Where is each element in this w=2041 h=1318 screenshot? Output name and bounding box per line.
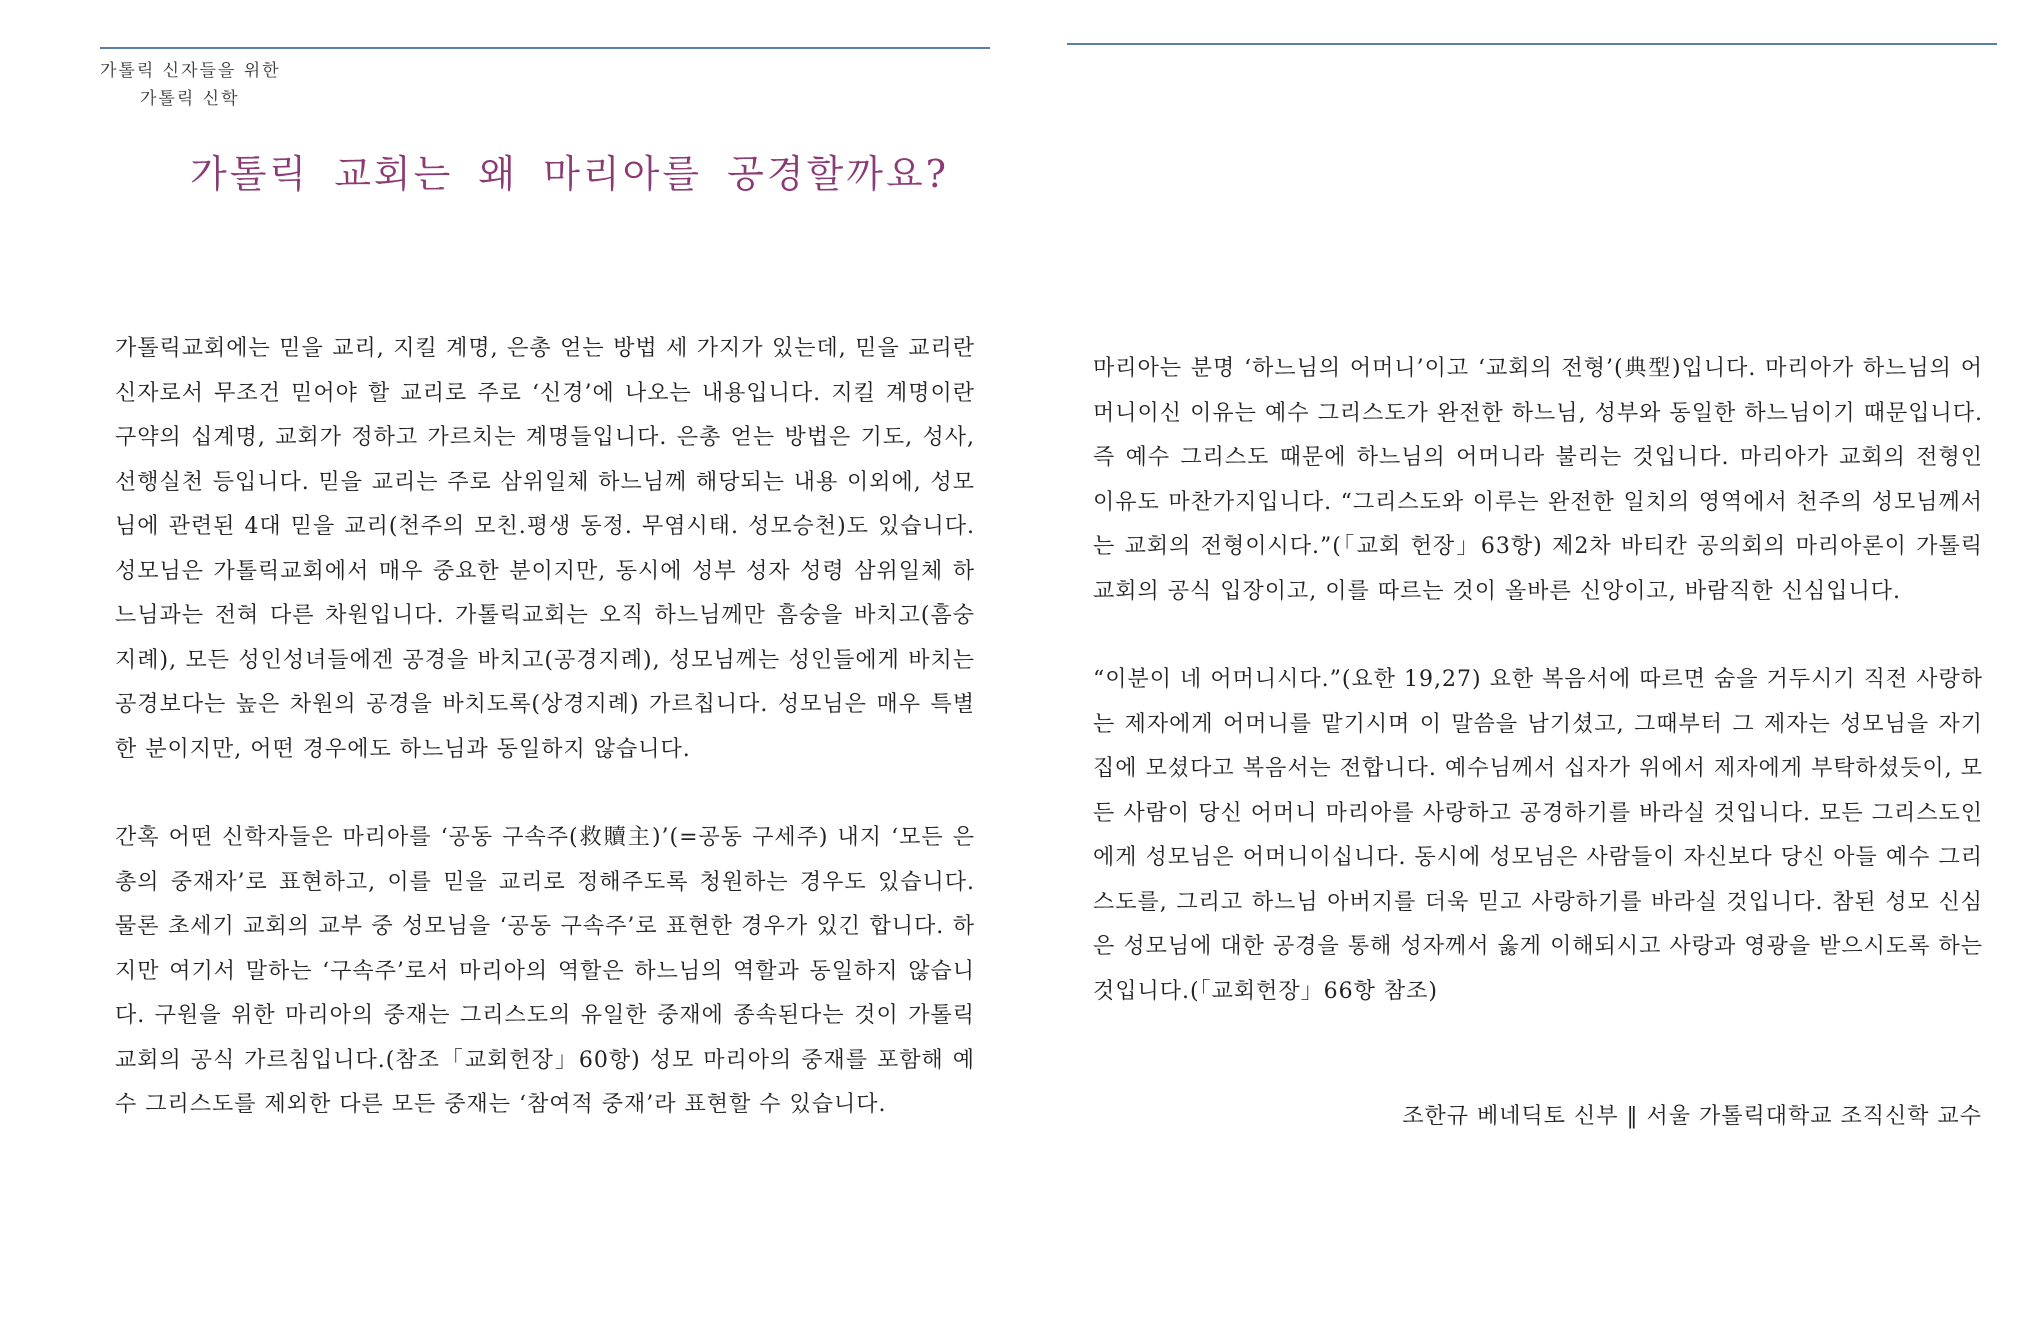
- left-paragraph-1: 가톨릭교회에는 믿을 교리, 지킬 계명, 은총 얻는 방법 세 가지가 있는데, 믿을 교리란 신자로서 무조건 믿어야 할 교리로 주로 ‘신경’에 나오는 내용입니다. 지킬 계명이란 구약의 십계명, 교회가 정하고 가르치는 계명들입니다. 은총 얻는 방법은 기도, 성사, 선행실천 등입니다. 믿을 교리는 주로 삼위일체 하느님께 해당되는 내용 이외에, 성모님에 관련된 4대 믿을 교리(천주의 모친.평생 동정. 무염시태. 성모승천)도 있습니다. 성모님은 가톨릭교회에서 매우 중요한 분이지만, 동시에 성부 성자 성령 삼위일체 하느님과는 전혀 다른 차원입니다. 가톨릭교회는 오직 하느님께만 흠숭을 바치고(흠숭지례), 모든 성인성녀들에겐 공경을 바치고(공경지례), 성모님께는 성인들에게 바치는 공경보다는 높은 차원의 공경을 바치도록(상경지례) 가르칩니다. 성모님은 매우 특별한 분이지만, 어떤 경우에도 하느님과 동일하지 않습니다.: [115, 336, 975, 762]
- left-column: [115, 327, 975, 1128]
- header-rule-right: [1067, 43, 1997, 45]
- series-subtitle: 가톨릭 신자들을 위한: [100, 61, 281, 81]
- paragraph-gap: [1093, 614, 1983, 658]
- left-paragraph-2: 간혹 어떤 신학자들은 마리아를 ‘공동 구속주(救贖主)’(=공동 구세주) 내지 ‘모든 은총의 중재자’로 표현하고, 이를 믿을 교리로 정해주도록 청원하는 경우도 있습니다. 물론 초세기 교회의 교부 중 성모님을 ‘공동 구속주’로 표현한 경우가 있긴 합니다. 하지만 여기서 말하는 ‘구속주’로서 마리아의 역할은 하느님의 역할과 동일하지 않습니다. 구원을 위한 마리아의 중재는 그리스도의 유일한 중재에 종속된다는 것이 가톨릭교회의 공식 가르침입니다.(참조「교회헌장」60항) 성모 마리아의 중재를 포함해 예수 그리스도를 제외한 다른 모든 중재는 ‘참여적 중재’라 표현할 수 있습니다.: [115, 825, 975, 1117]
- header-rule-left: [100, 47, 990, 49]
- right-column: [1093, 347, 1983, 1014]
- series-title: 가톨릭 신학: [140, 89, 240, 109]
- page-title: 가톨릭 교회는 왜 마리아를 공경할까요?: [190, 152, 950, 196]
- right-paragraph-2: “이분이 네 어머니시다.”(요한 19,27) 요한 복음서에 따르면 숨을 거두시기 직전 사랑하는 제자에게 어머니를 맡기시며 이 말씀을 남기셨고, 그때부터 그 제자는 성모님을 자기 집에 모셨다고 복음서는 전합니다. 예수님께서 십자가 위에서 제자에게 부탁하셨듯이, 모든 사람이 당신 어머니 마리아를 사랑하고 공경하기를 바라실 것입니다. 모든 그리스도인에게 성모님은 어머니이십니다. 동시에 성모님은 사람들이 자신보다 당신 아들 예수 그리스도를, 그리고 하느님 아버지를 더욱 믿고 사랑하기를 바라실 것입니다. 참된 성모 신심은 성모님에 대한 공경을 통해 성자께서 옳게 이해되시고 사랑과 영광을 받으시도록 하는 것입니다.(「교회헌장」66항 참조): [1093, 667, 1983, 1004]
- author-credit: 조한규 베네딕토 신부 ‖ 서울 가톨릭대학교 조직신학 교수: [1402, 1104, 1982, 1129]
- paragraph-gap: [115, 772, 975, 816]
- right-paragraph-1: 마리아는 분명 ‘하느님의 어머니’이고 ‘교회의 전형’(典型)입니다. 마리아가 하느님의 어머니이신 이유는 예수 그리스도가 완전한 하느님, 성부와 동일한 하느님이기 때문입니다. 즉 예수 그리스도 때문에 하느님의 어머니라 불리는 것입니다. 마리아가 교회의 전형인 이유도 마찬가지입니다. “그리스도와 이루는 완전한 일치의 영역에서 천주의 성모님께서는 교회의 전형이시다.”(「교회 헌장」63항) 제2차 바티칸 공의회의 마리아론이 가톨릭교회의 공식 입장이고, 이를 따르는 것이 올바른 신앙이고, 바람직한 신심입니다.: [1093, 356, 1983, 604]
